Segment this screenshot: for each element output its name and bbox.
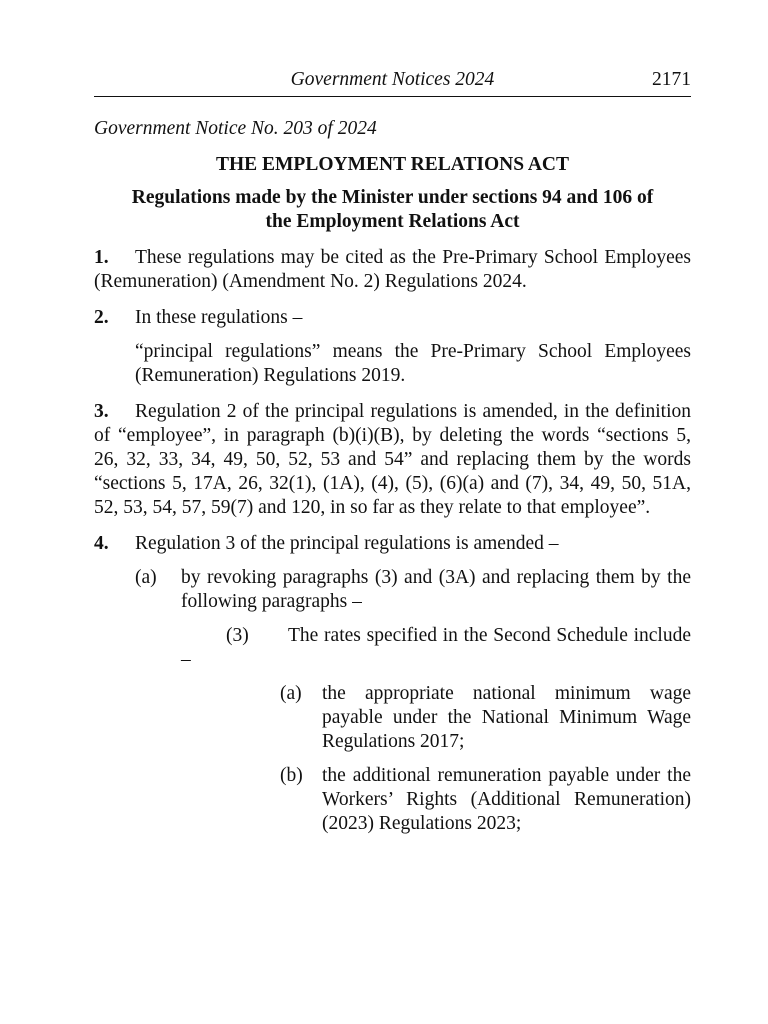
- item-text: the appropriate national minimum wage payable under the National Minimum Wage Regulations 2017;: [322, 683, 691, 752]
- subparagraph-text: The rates specified in the Second Schedule include –: [181, 625, 691, 670]
- regulation-number: 1.: [94, 247, 109, 268]
- page-number: 2171: [652, 69, 691, 90]
- regulation-number: 3.: [94, 401, 109, 422]
- regulation-text: Regulation 2 of the principal regulations is amended, in the definition of “employee”, in paragraph (b)(i)(B), by deleting the words “sections 5, 26, 32, 33, 34, 49, 50, 52, 53 and 54” and replacing them by the words “sections 5, 17A, 26, 32(1), (1A), (4), (5), (6)(a) and (7), 34, 49, 50, 51A, 52, 53, 54, 57, 59(7) and 120, in so far as they relate to that employee”.: [94, 401, 691, 518]
- item-b: [280, 764, 691, 836]
- subparagraph-3: [181, 624, 691, 672]
- definition-principal-regulations: “principal regulations” means the Pre-Primary School Employees (Remuneration) Regulations 2019.: [135, 341, 691, 386]
- paragraph-a: [135, 566, 691, 614]
- item-label: (b): [280, 765, 303, 786]
- subparagraph-label: (3): [226, 625, 249, 646]
- regulation-2: [94, 306, 691, 330]
- item-text: the additional remuneration payable under the Workers’ Rights (Additional Remuneration) (2023) Regulations 2023;: [322, 765, 691, 834]
- running-title: Government Notices 2024: [290, 69, 495, 90]
- item-label: (a): [280, 683, 302, 704]
- subtitle-line-1: Regulations made by the Minister under sections 94 and 106 of: [131, 187, 654, 208]
- regulation-3: [94, 400, 691, 520]
- paragraph-text: by revoking paragraphs (3) and (3A) and replacing them by the following paragraphs –: [181, 567, 691, 612]
- regulation-1: [94, 246, 691, 294]
- subtitle-line-2: the Employment Relations Act: [265, 211, 520, 232]
- regulation-text: Regulation 3 of the principal regulations is amended –: [135, 533, 559, 554]
- regulations-subtitle: [94, 186, 691, 234]
- regulation-4: [94, 532, 691, 556]
- paragraph-label: (a): [135, 567, 157, 588]
- regulation-number: 4.: [94, 533, 109, 554]
- document-page: [94, 66, 691, 836]
- regulation-number: 2.: [94, 307, 109, 328]
- running-header: [94, 66, 691, 97]
- act-title: THE EMPLOYMENT RELATIONS ACT: [215, 154, 570, 175]
- regulation-text: In these regulations –: [135, 307, 303, 328]
- regulation-text: These regulations may be cited as the Pre-Primary School Employees (Remuneration) (Amendment No. 2) Regulations 2024.: [94, 247, 691, 292]
- item-a: [280, 682, 691, 754]
- notice-number: Government Notice No. 203 of 2024: [94, 118, 377, 139]
